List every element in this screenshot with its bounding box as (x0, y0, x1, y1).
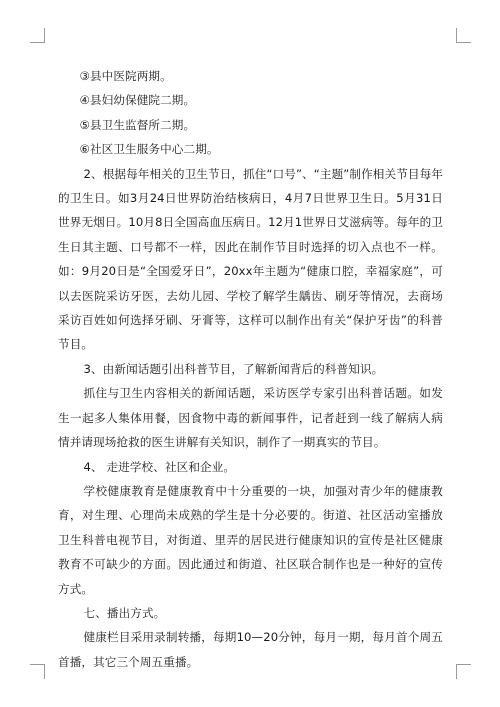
crop-mark-top-right (456, 28, 471, 43)
list-item: ⑥社区卫生服务中心二期。 (79, 142, 219, 157)
document-body (58, 64, 443, 674)
section-heading: 七、播出方式。 (83, 605, 166, 620)
crop-mark-top-left (30, 28, 45, 43)
paragraph: 2、根据每年相关的卫生节日，抓住“口号”、“主题”制作相关节目每年的卫生日。如3月24日世界防治结核病日，4月7日世界卫生日。5月31日世界无烟日。10月8日全国高血压病日。12月1世界日艾滋病等。每年的卫生日其主题、口号都不一样，因此在制作节目时选择的切入点也不一样。如：9月20日是“全国爱牙日”，20xx年主题为“健康口腔，幸福家庭”，可以去医院采访牙医，去幼儿园、学校了解学生龋齿、刷牙等情况，去商场采访百姓如何选择牙刷、牙膏等，这样可以制作出有关“保护牙齿”的科普节目。 (58, 166, 443, 352)
paragraph: 健康栏目采用录制转播，每期10—20分钟，每月一期，每月首个周五首播，其它三个周五重播。 (58, 630, 443, 669)
paragraph: 学校健康教育是健康教育中十分重要的一块，加强对青少年的健康教育，对生理、心理尚未成熟的学生是十分必要的。街道、社区活动室播放卫生科普电视节目，对街道、里弄的居民进行健康知识的宣传是社区健康教育不可缺少的方面。因此通过和街道、社区联合制作也是一种好的宣传方式。 (58, 483, 443, 596)
section-heading: 3、由新闻话题引出科普节目，了解新闻背后的科普知识。 (83, 361, 384, 376)
crop-mark-bottom-right (456, 664, 471, 679)
paragraph: 抓住与卫生内容相关的新闻话题，采访医学专家引出科普话题。如发生一起多人集体用餐，因食物中毒的新闻事件，记者赶到一线了解病人病情并请现场抢救的医生讲解有关知识，制作了一期真实的节目。 (58, 386, 443, 450)
list-item: ③县中医院两期。 (79, 69, 172, 83)
list-item: ④县妇幼保健院二期。 (79, 93, 196, 108)
crop-mark-bottom-left (30, 664, 45, 679)
list-item: ⑤县卫生监督所二期。 (79, 117, 196, 132)
section-heading: 4、 走进学校、社区和企业。 (83, 459, 236, 474)
